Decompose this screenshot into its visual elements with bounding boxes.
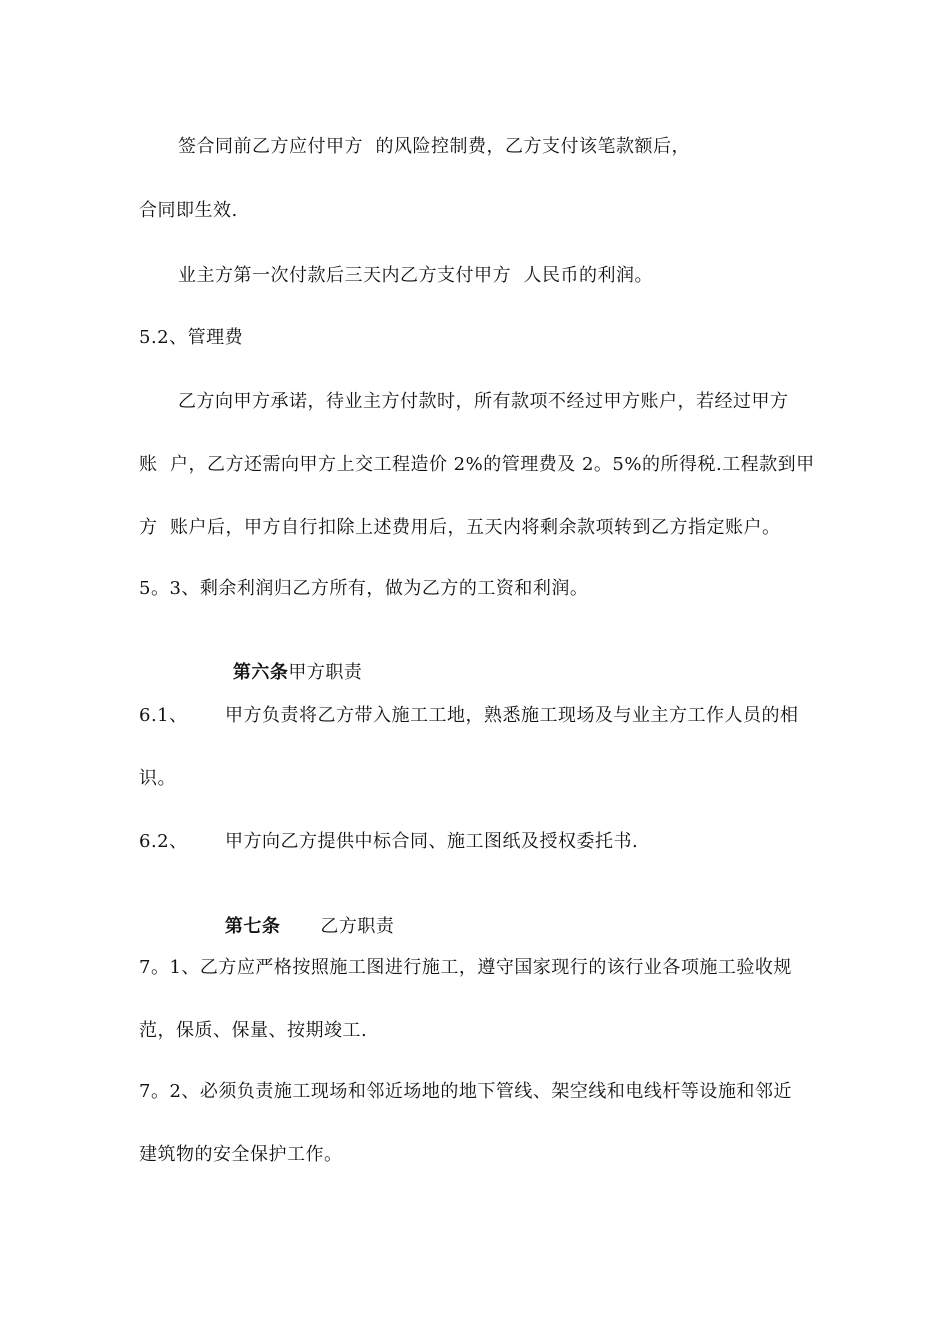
article-6-heading	[208, 637, 362, 709]
clause-7-2-line-1: 7。2、必须负责施工现场和邻近场地的地下管线、架空线和电线杆等设施和邻近	[139, 1081, 792, 1102]
article-7-label: 第七条	[224, 916, 281, 937]
article-6-label: 第六条	[232, 662, 289, 683]
clause-6-2: 6.2、 甲方向乙方提供中标合同、施工图纸及授权委托书.	[139, 831, 639, 852]
paragraph-management-fee-2: 账 户，乙方还需向甲方上交工程造价 2%的管理费及 2。5%的所得税.工程款到甲	[139, 454, 815, 475]
paragraph-risk-fee: 签合同前乙方应付甲方 的风险控制费，乙方支付该笔款额后，	[178, 136, 690, 157]
article-6-title: 甲方职责	[288, 662, 363, 683]
article-7-heading	[200, 891, 394, 963]
clause-6-1-line-2: 识。	[139, 768, 176, 789]
section-5-3-text: 5。3、剩余利润归乙方所有，做为乙方的工资和利润。	[139, 578, 589, 599]
clause-7-1-line-2: 范，保质、保量、按期竣工.	[139, 1020, 368, 1041]
section-5-2-heading: 5.2、管理费	[139, 327, 244, 348]
paragraph-management-fee-1: 乙方向甲方承诺，待业主方付款时，所有款项不经过甲方账户，若经过甲方	[178, 391, 789, 412]
paragraph-contract-effective: 合同即生效.	[139, 200, 238, 221]
clause-7-2-line-2: 建筑物的安全保护工作。	[139, 1144, 343, 1165]
paragraph-management-fee-3: 方 账户后，甲方自行扣除上述费用后，五天内将剩余款项转到乙方指定账户。	[139, 517, 781, 538]
paragraph-profit-payment: 业主方第一次付款后三天内乙方支付甲方 人民币的利润。	[178, 265, 653, 286]
clause-7-1-line-1: 7。1、乙方应严格按照施工图进行施工，遵守国家现行的该行业各项施工验收规	[139, 957, 792, 978]
article-7-title: 乙方职责	[320, 916, 395, 937]
clause-6-1-line-1: 6.1、 甲方负责将乙方带入施工工地，熟悉施工现场及与业主方工作人员的相	[139, 705, 799, 726]
